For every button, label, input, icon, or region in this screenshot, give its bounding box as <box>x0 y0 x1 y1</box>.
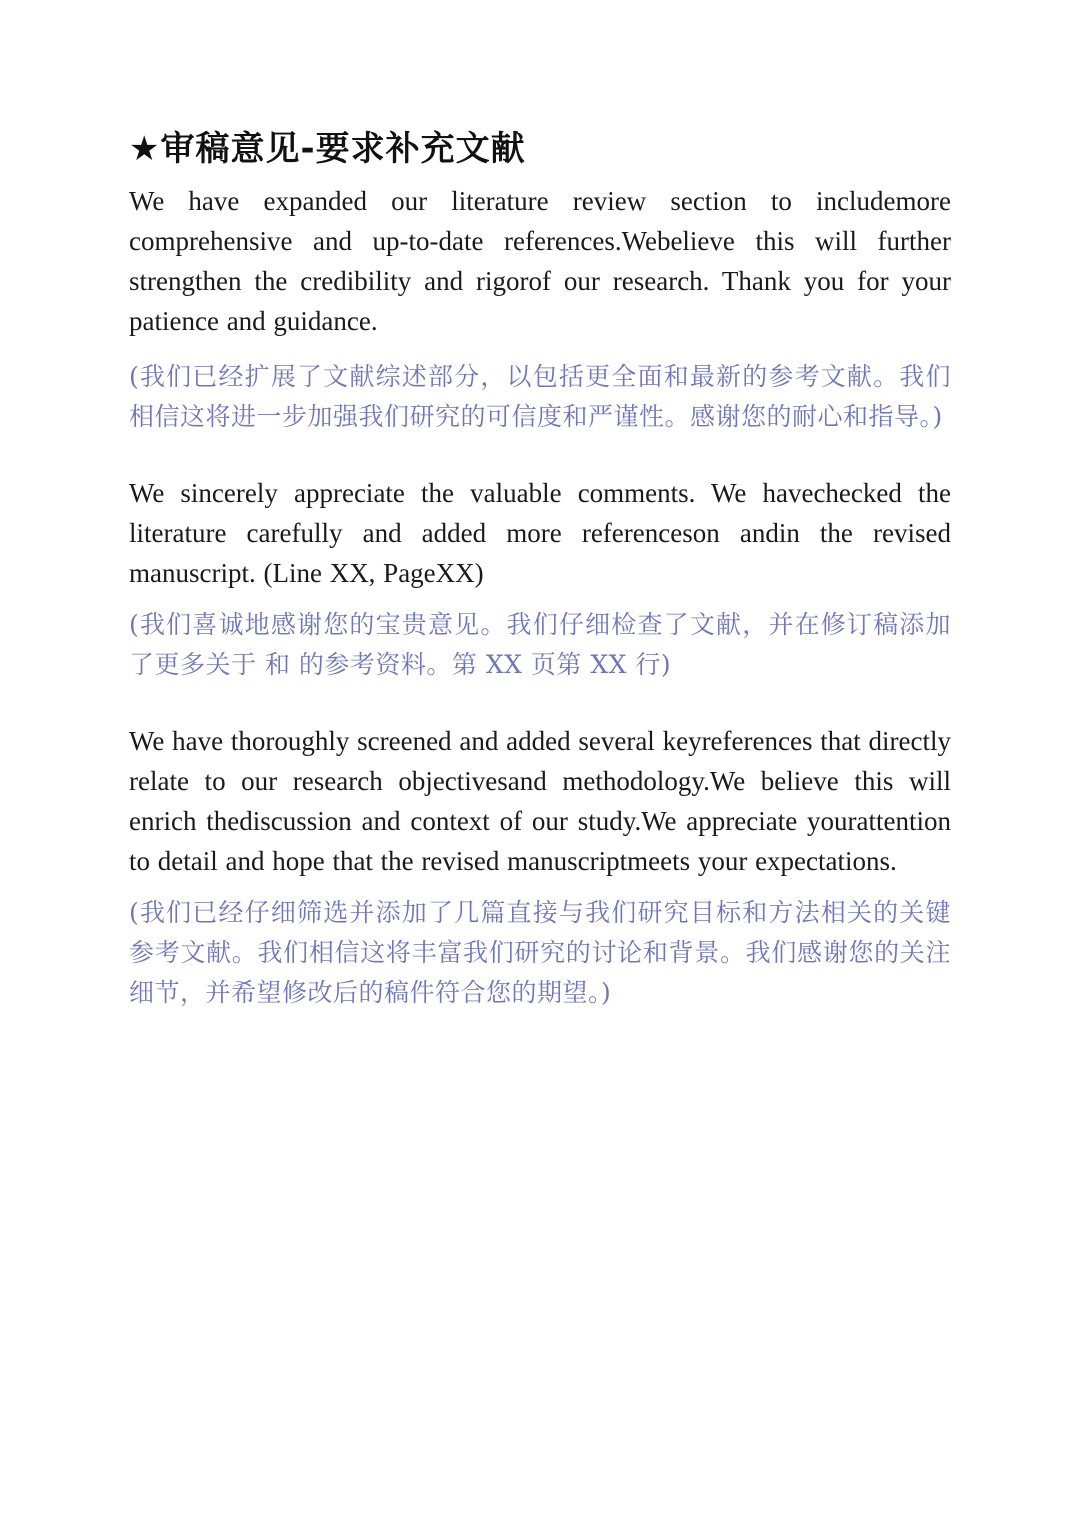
chinese-translation: (我们已经仔细筛选并添加了几篇直接与我们研究目标和方法相关的关键参考文献。我们相信这将丰富我们研究的讨论和背景。我们感谢您的关注细节，并希望修改后的稿件符合您的期望。) <box>129 898 951 1007</box>
chinese-translation: (我们喜诚地感谢您的宝贵意见。我们仔细检查了文献，并在修订稿添加了更多关于 和 的参考资料。第 XX 页第 XX 行) <box>129 610 951 679</box>
response-section-2 <box>129 473 951 685</box>
english-paragraph: We sincerely appreciate the valuable comments. We havechecked the literature carefully and added more referenceson andin the revised manuscript. (Line XX, PageXX) <box>129 478 951 588</box>
english-paragraph: We have thoroughly screened and added several keyreferences that directly relate to our research objectivesand methodology.We believe this will enrich thediscussion and context of our study.We appreciate yourattention to detail and hope that the revised manuscriptmeets your expectations. <box>129 726 951 876</box>
response-section-1 <box>129 181 951 437</box>
english-paragraph: We have expanded our literature review section to includemore comprehensive and up-to-date references.Webelieve this will further strengthen the credibility and rigorof our research. Thank you for your patience and guidance. <box>129 186 951 336</box>
document-content <box>129 125 951 1049</box>
response-section-3 <box>129 721 951 1013</box>
chinese-translation: (我们已经扩展了文献综述部分，以包括更全面和最新的参考文献。我们相信这将进一步加强我们研究的可信度和严谨性。感谢您的耐心和指导。) <box>129 362 951 431</box>
document-title: ★审稿意见-要求补充文献 <box>129 129 526 169</box>
